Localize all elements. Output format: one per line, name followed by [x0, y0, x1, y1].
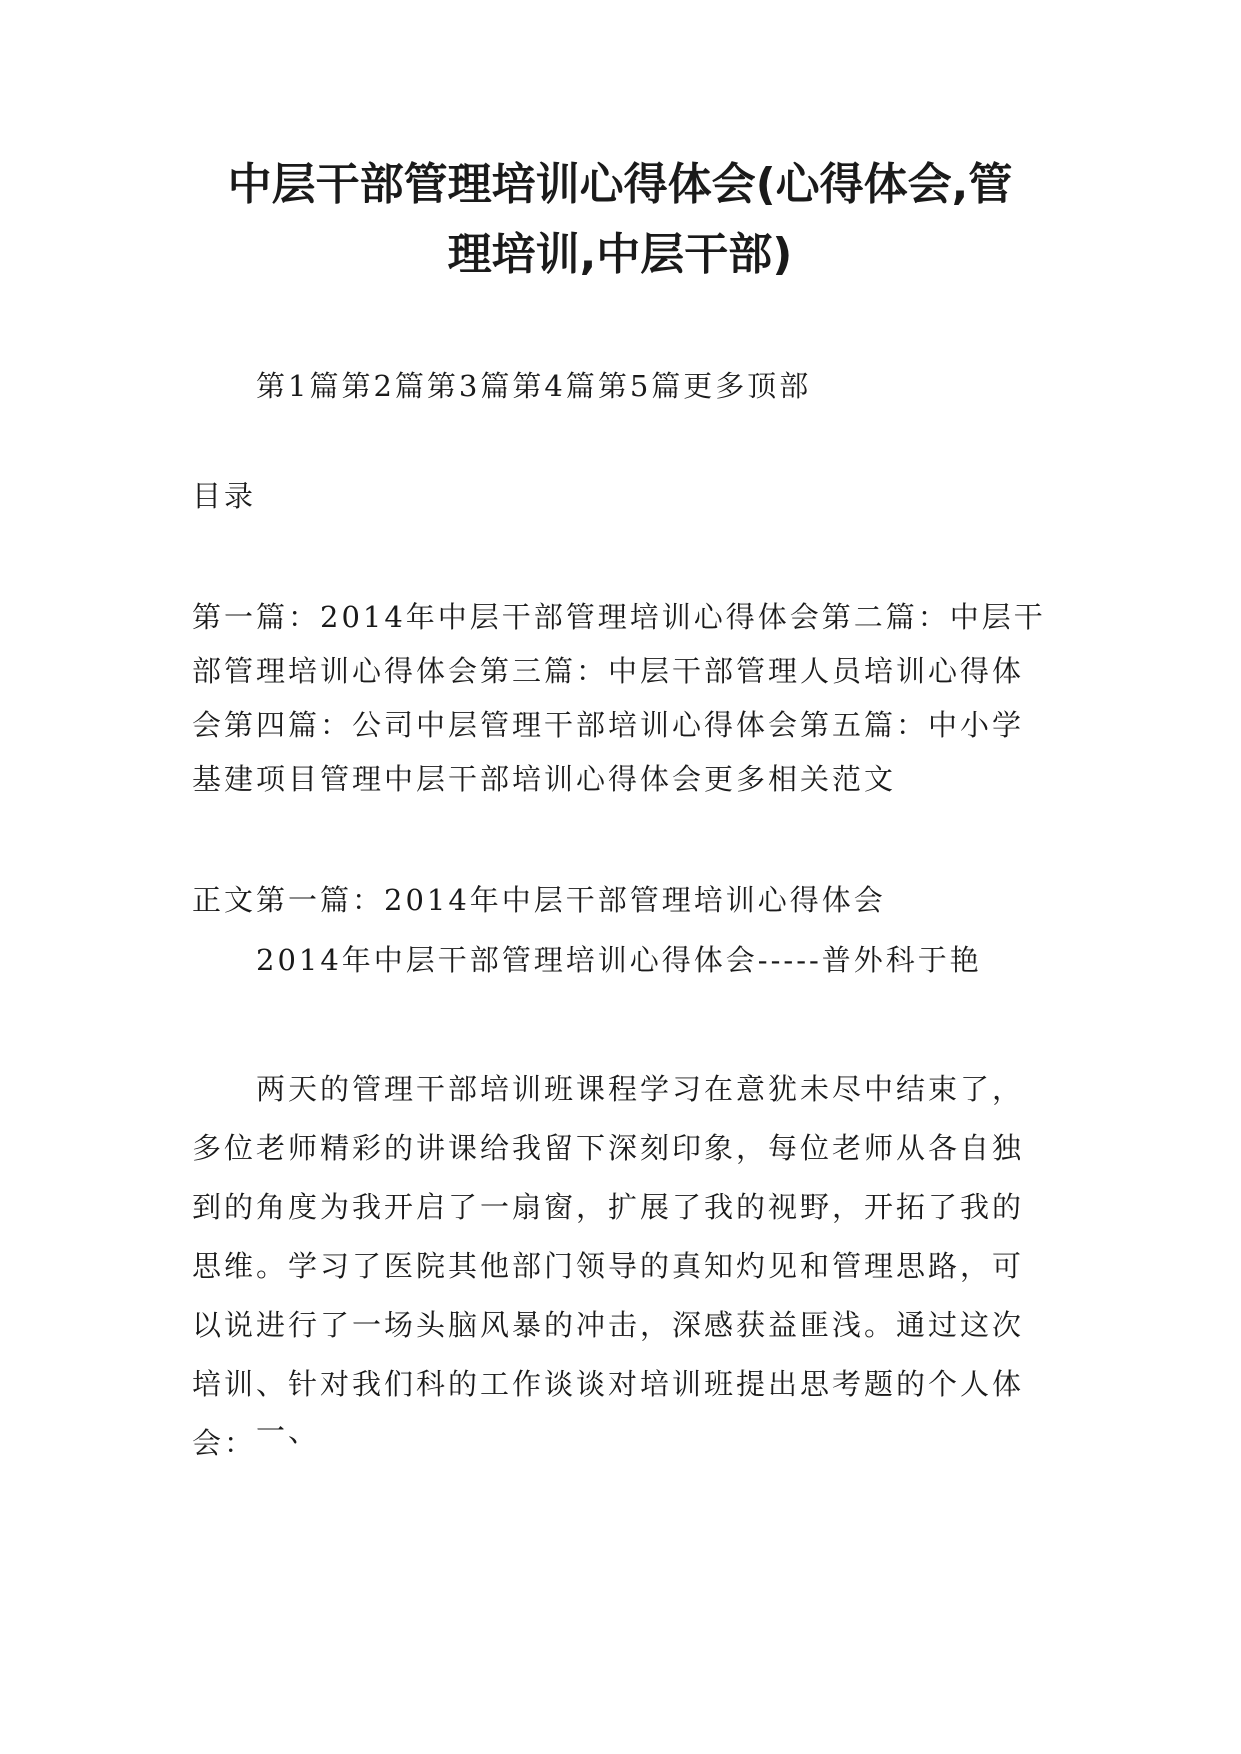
table-of-contents: [192, 590, 1052, 806]
toc-line: 第一篇：2014年中层干部管理培训心得体会第二篇：中层干: [192, 600, 1046, 634]
paragraph-line: 思维。学习了医院其他部门领导的真知灼见和管理思路，可: [192, 1249, 1025, 1283]
toc-heading: 目录: [192, 479, 257, 513]
nav-link-part-1[interactable]: 第1篇: [256, 369, 342, 403]
nav-link-part-5[interactable]: 第5篇: [597, 369, 684, 403]
document-title: [180, 150, 1060, 290]
toc-line: 会第四篇：公司中层管理干部培训心得体会第五篇：中小学: [192, 708, 1025, 742]
nav-link-part-4[interactable]: 第4篇: [512, 369, 598, 403]
article-navigation: [256, 364, 1076, 408]
paragraph-line: 两天的管理干部培训班课程学习在意犹未尽中结束了，: [256, 1072, 1025, 1106]
toc-line: 基建项目管理中层干部培训心得体会更多相关范文: [192, 762, 897, 796]
section-item-marker: 一、: [256, 1414, 321, 1448]
nav-link-more[interactable]: 更多: [683, 369, 748, 403]
nav-link-part-2[interactable]: 第2篇: [341, 369, 427, 403]
nav-link-top[interactable]: 顶部: [747, 369, 812, 403]
body-heading: 正文第一篇：2014年中层干部管理培训心得体会: [192, 883, 886, 917]
paragraph-line: 到的角度为我开启了一扇窗，扩展了我的视野，开拓了我的: [192, 1190, 1025, 1224]
title-line-2: 理培训,中层干部): [447, 229, 793, 280]
article-subtitle: 2014年中层干部管理培训心得体会-----普外科于艳: [256, 943, 982, 977]
toc-line: 部管理培训心得体会第三篇：中层干部管理人员培训心得体: [192, 654, 1025, 688]
title-line-1: 中层干部管理培训心得体会(心得体会,管: [227, 159, 1013, 210]
paragraph-line: 以说进行了一场头脑风暴的冲击，深感获益匪浅。通过这次: [192, 1308, 1025, 1342]
paragraph-line: 多位老师精彩的讲课给我留下深刻印象，每位老师从各自独: [192, 1131, 1025, 1165]
paragraph-line: 培训、针对我们科的工作谈谈对培训班提出思考题的个人体: [192, 1367, 1025, 1401]
paragraph-line: 会：: [192, 1426, 257, 1460]
nav-link-part-3[interactable]: 第3篇: [426, 369, 513, 403]
